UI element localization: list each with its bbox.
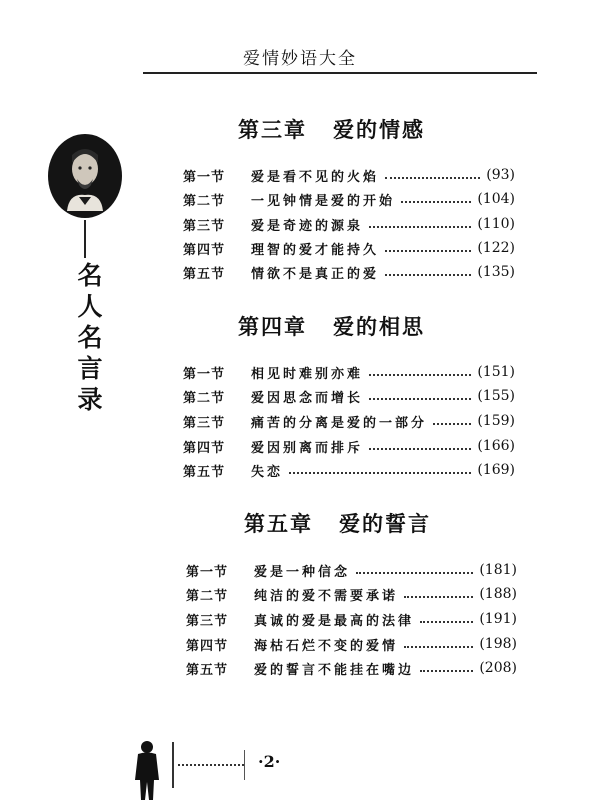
dot-leader — [385, 177, 480, 179]
section-number: 第三节 — [186, 613, 229, 629]
page-ref: (104) — [477, 191, 515, 207]
page-ref: (122) — [477, 240, 515, 256]
page-ref: (169) — [477, 462, 515, 478]
toc-row[interactable] — [183, 386, 515, 406]
dot-leader — [420, 670, 473, 672]
page-ref: (159) — [477, 413, 515, 429]
page-ref: (110) — [477, 216, 515, 232]
header-title: 爱情妙语大全 — [243, 49, 357, 69]
footer-vertical-line-2 — [244, 750, 245, 780]
dot-leader — [369, 374, 471, 376]
dot-leader — [369, 226, 471, 228]
page-ref: (151) — [477, 364, 515, 380]
section-number: 第二节 — [186, 588, 229, 604]
chapter-heading — [238, 311, 425, 341]
side-divider-line — [84, 220, 86, 258]
section-title: 海枯石烂不变的爱情 — [254, 638, 399, 654]
section-title: 相见时难别亦难 — [251, 366, 364, 382]
section-number: 第四节 — [183, 242, 226, 258]
portrait-icon — [57, 141, 113, 211]
page-ref: (166) — [477, 438, 515, 454]
portrait-medallion — [48, 134, 122, 218]
toc-row[interactable] — [183, 165, 515, 185]
section-title: 失恋 — [251, 464, 284, 480]
section-number: 第二节 — [183, 390, 226, 406]
toc-row[interactable] — [186, 634, 517, 654]
toc-row[interactable] — [186, 584, 517, 604]
section-title: 真诚的爱是最高的法律 — [254, 613, 415, 629]
page-ref: (155) — [477, 388, 515, 404]
dot-leader — [404, 646, 473, 648]
section-number: 第一节 — [183, 366, 226, 382]
section-number: 第四节 — [186, 638, 229, 654]
toc-row[interactable] — [186, 560, 517, 580]
standing-figure-icon — [130, 740, 164, 800]
section-number: 第五节 — [186, 662, 229, 678]
toc-row[interactable] — [183, 436, 515, 456]
chapter-title: 爱的誓言 — [339, 511, 431, 536]
dot-leader — [289, 472, 471, 474]
page-ref: (93) — [486, 167, 515, 183]
toc-row[interactable] — [183, 214, 515, 234]
page-ref: (188) — [479, 586, 517, 602]
toc-row[interactable] — [186, 609, 517, 629]
section-number: 第五节 — [183, 266, 226, 282]
toc-row[interactable] — [183, 460, 515, 480]
toc-row[interactable] — [183, 238, 515, 258]
section-number: 第三节 — [183, 415, 226, 431]
toc-row[interactable] — [183, 262, 515, 282]
chapter-title: 爱的相思 — [333, 314, 425, 339]
dot-leader — [401, 201, 471, 203]
dot-leader — [420, 621, 473, 623]
section-title: 爱是奇迹的源泉 — [251, 218, 364, 234]
section-title: 痛苦的分离是爱的一部分 — [251, 415, 428, 431]
toc-row[interactable] — [183, 411, 515, 431]
section-number: 第一节 — [183, 169, 226, 185]
page-ref: (191) — [479, 611, 517, 627]
page-ref: (198) — [479, 636, 517, 652]
toc-row[interactable] — [183, 362, 515, 382]
section-title: 一见钟情是爱的开始 — [251, 193, 396, 209]
section-title: 爱是一种信念 — [254, 564, 351, 580]
chapter-heading — [244, 508, 431, 538]
section-number: 第二节 — [183, 193, 226, 209]
section-number: 第一节 — [186, 564, 229, 580]
section-title: 爱是看不见的火焰 — [251, 169, 380, 185]
section-title: 爱的誓言不能挂在嘴边 — [254, 662, 415, 678]
section-number: 第四节 — [183, 440, 226, 456]
page-ref: (135) — [477, 264, 515, 280]
page-ref: (208) — [479, 660, 517, 676]
chapter-number: 第五章 — [244, 511, 313, 536]
section-title: 理智的爱才能持久 — [251, 242, 380, 258]
dot-leader — [369, 448, 471, 450]
dot-leader — [356, 572, 473, 574]
section-title: 爱因别离而排斥 — [251, 440, 364, 456]
chapter-heading — [238, 114, 425, 144]
chapter-number: 第四章 — [238, 314, 307, 339]
section-title: 情欲不是真正的爱 — [251, 266, 380, 282]
dot-leader — [385, 274, 471, 276]
footer-dotted-line — [178, 764, 244, 766]
section-number: 第三节 — [183, 218, 226, 234]
dot-leader — [433, 423, 471, 425]
dot-leader — [369, 398, 471, 400]
dot-leader — [385, 250, 471, 252]
page-ref: (181) — [479, 562, 517, 578]
dot-leader — [404, 596, 473, 598]
chapter-number: 第三章 — [238, 117, 307, 142]
toc-row[interactable] — [186, 658, 517, 678]
side-label: 名人名言录 — [74, 262, 103, 417]
footer-vertical-line — [172, 742, 174, 788]
section-title: 纯洁的爱不需要承诺 — [254, 588, 399, 604]
toc-row[interactable] — [183, 189, 515, 209]
section-number: 第五节 — [183, 464, 226, 480]
section-title: 爱因思念而增长 — [251, 390, 364, 406]
page-number: ·2· — [258, 752, 281, 771]
chapter-title: 爱的情感 — [333, 117, 425, 142]
header-rule — [143, 72, 537, 74]
